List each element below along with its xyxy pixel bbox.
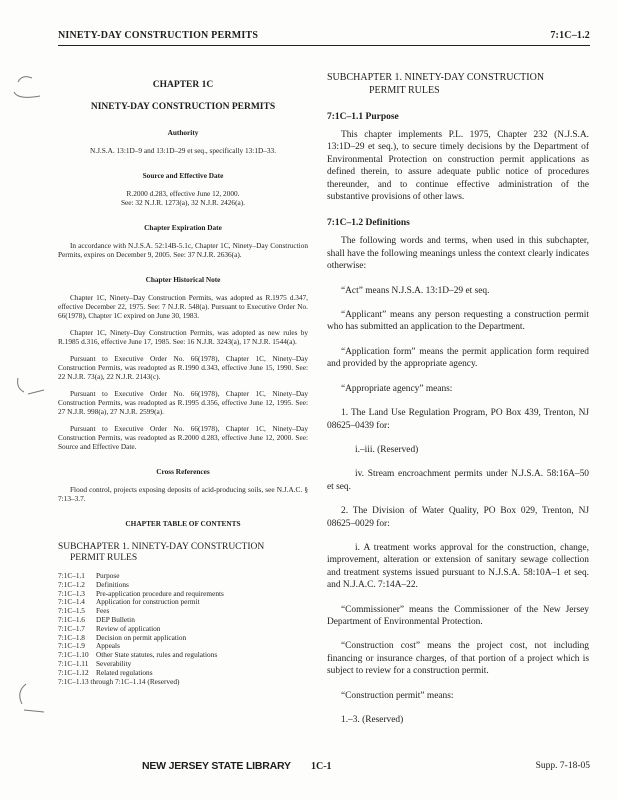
supplement-date: Supp. 7-18-05 — [535, 761, 590, 771]
toc-entry: 7:1C–1.10 Other State statutes, rules and regulations — [58, 650, 218, 660]
margin-mark-icon — [8, 70, 48, 104]
toc-entry: 7:1C–1.4 Application for construction permit — [58, 597, 200, 607]
subchapter-title: SUBCHAPTER 1. NINETY-DAY CONSTRUCTION PERMIT RULES — [327, 72, 545, 96]
section-heading-definitions: 7:1C–1.2 Definitions — [327, 218, 410, 229]
section-heading-purpose: 7:1C–1.1 Purpose — [327, 112, 399, 122]
agency-item-2-i: i. A treatment works approval for the construction, change, improvement, alteration or extension of sanitary sewage collection and treatment systems issued pursuant to N.J.S.A. 58:10A–1 et seq. and N.J.A.C. 7:14A–22. — [327, 542, 589, 591]
toc-entry: 7:1C–1.9 Appeals — [58, 641, 120, 651]
history-paragraph: Pursuant to Executive Order No. 66(1978), Chapter 1C, Ninety–Day Construction Permits, was readopted as R.1990 d.343, effective June 15, 1990. See: 22 N.J.R. 73(a), 22 N.J.R. 2143(c). — [58, 354, 308, 381]
expiration-heading: Chapter Expiration Date — [144, 223, 222, 232]
toc-heading: CHAPTER TABLE OF CONTENTS — [125, 519, 241, 528]
header-title: NINETY-DAY CONSTRUCTION PERMITS — [58, 30, 259, 41]
chapter-title: NINETY-DAY CONSTRUCTION PERMITS — [90, 102, 276, 112]
cross-references-text: Flood control, projects exposing deposits of acid-producing soils, see N.J.A.C. § 7:13–3.7. — [58, 485, 308, 503]
toc-entry: 7:1C–1.12 Related regulations — [58, 667, 153, 677]
history-paragraph: Pursuant to Executive Order No. 66(1978), Chapter 1C, Ninety–Day Construction Permits, was readopted as R.1995 d.356, effective June 12, 1995. See: 27 N.J.R. 998(a), 27 N.J.R. 2599(a). — [58, 389, 308, 416]
history-paragraph: Chapter 1C, Ninety–Day Construction Permits, was adopted as R.1975 d.347, effective December 22, 1975. See: 7 N.J.R. 548(a). Pursuant to Executive Order No. 66(1978), Chapter 1C expired on June 30, 1983. — [58, 293, 308, 320]
agency-item-2: 2. The Division of Water Quality, PO Box 029, Trenton, NJ 08625–0029 for: — [327, 506, 589, 529]
toc-subchapter-title: SUBCHAPTER 1. NINETY-DAY CONSTRUCTION PERMIT RULES — [58, 542, 265, 563]
chapter-number: CHAPTER 1C — [152, 80, 214, 90]
cross-references-heading: Cross References — [156, 467, 210, 476]
toc-entry: 7:1C–1.3 Pre-application procedure and requirements — [58, 588, 224, 598]
right-column — [327, 72, 589, 726]
toc-entry: 7:1C–1.7 Review of application — [58, 623, 161, 633]
toc-entry: 7:1C–1.1 Purpose — [58, 571, 120, 580]
authority-heading: Authority — [167, 128, 199, 137]
toc-entry-reserved: 7:1C–1.13 through 7:1C–1.14 (Reserved) — [58, 676, 180, 686]
definition-construction-cost: “Construction cost” means the project cost, not including financing or insurance charges, of that portion of a project which is subject to review for a construction permit. — [327, 641, 589, 677]
source-line-1: R.2000 d.283, effective June 12, 2000. — [126, 189, 240, 198]
source-line-2: See: 32 N.J.R. 1273(a), 32 N.J.R. 2426(a). — [120, 198, 246, 207]
header-rule — [58, 45, 590, 46]
definition-commissioner: “Commissioner” means the Commissioner of the New Jersey Department of Environmental Protection. — [327, 604, 589, 627]
agency-item-1-iv: iv. Stream encroachment permits under N.J.S.A. 58:16A–50 et seq. — [327, 469, 589, 492]
header-section-number: 7:1C–1.2 — [550, 30, 590, 41]
construction-permit-item-1-3: 1.–3. (Reserved) — [341, 715, 404, 725]
source-heading: Source and Effective Date — [142, 171, 224, 180]
definition-construction-permit: “Construction permit” means: — [341, 690, 454, 701]
running-header — [58, 30, 590, 44]
definitions-intro: The following words and terms, when used in this subchapter, shall have the following meanings unless the context clearly indicates otherwise: — [327, 236, 589, 272]
toc-entry: 7:1C–1.11 Severability — [58, 658, 132, 668]
definition-applicant: “Applicant” means any person requesting a construction permit who has submitted an application to the Department. — [327, 310, 589, 333]
toc-entry: 7:1C–1.2 Definitions — [58, 579, 129, 589]
page-number: 1C-1 — [311, 761, 332, 772]
margin-mark-icon — [10, 680, 50, 720]
expiration-text: In accordance with N.J.S.A. 52:14B-5.1c, Chapter 1C, Ninety–Day Construction Permits, expires on December 9, 2005. See: 37 N.J.R. 2636(a). — [58, 241, 308, 259]
history-heading: Chapter Historical Note — [145, 275, 221, 284]
agency-item-1-i: i.–iii. (Reserved) — [355, 444, 419, 455]
definition-act: “Act” means N.J.S.A. 13:1D–29 et seq. — [341, 285, 490, 296]
library-stamp: NEW JERSEY STATE LIBRARY — [142, 760, 291, 772]
toc-entry: 7:1C–1.6 DEP Bulletin — [58, 614, 135, 624]
definition-application-form: “Application form” means the permit application form required and provided by the appropriate agency. — [327, 346, 589, 370]
page-footer — [58, 760, 590, 776]
authority-text: N.J.S.A. 13:1D–9 and 13:1D–29 et seq., specifically 13:1D–33. — [89, 146, 277, 155]
agency-item-1: 1. The Land Use Regulation Program, PO Box 439, Trenton, NJ 08625–0439 for: — [327, 408, 589, 431]
table-of-contents — [58, 572, 308, 686]
history-paragraph: Chapter 1C, Ninety–Day Construction Permits, was adopted as new rules by R.1985 d.316, effective June 17, 1985. See: 16 N.J.R. 3243(a), 17 N.J.R. 1544(a). — [58, 328, 308, 346]
toc-entry: 7:1C–1.5 Fees — [58, 606, 110, 616]
margin-mark-icon — [10, 372, 50, 402]
definition-appropriate-agency: “Appropriate agency” means: — [341, 383, 453, 394]
left-column — [58, 72, 308, 686]
history-paragraph: Pursuant to Executive Order No. 66(1978), Chapter 1C, Ninety–Day Construction Permits, was readopted as R.2000 d.283, effective June 12, 2000. See: Source and Effective Date. — [58, 424, 308, 451]
purpose-text: This chapter implements P.L. 1975, Chapter 232 (N.J.S.A. 13:1D–29 et seq.), to secure timely decisions by the Department of Environmental Protection on construction permit applications as defined therein, to assure adequate public notice of procedures thereunder, and to continue effective administration of the substantive provisions of other laws. — [327, 130, 589, 203]
toc-entry: 7:1C–1.8 Decision on permit application — [58, 632, 187, 642]
